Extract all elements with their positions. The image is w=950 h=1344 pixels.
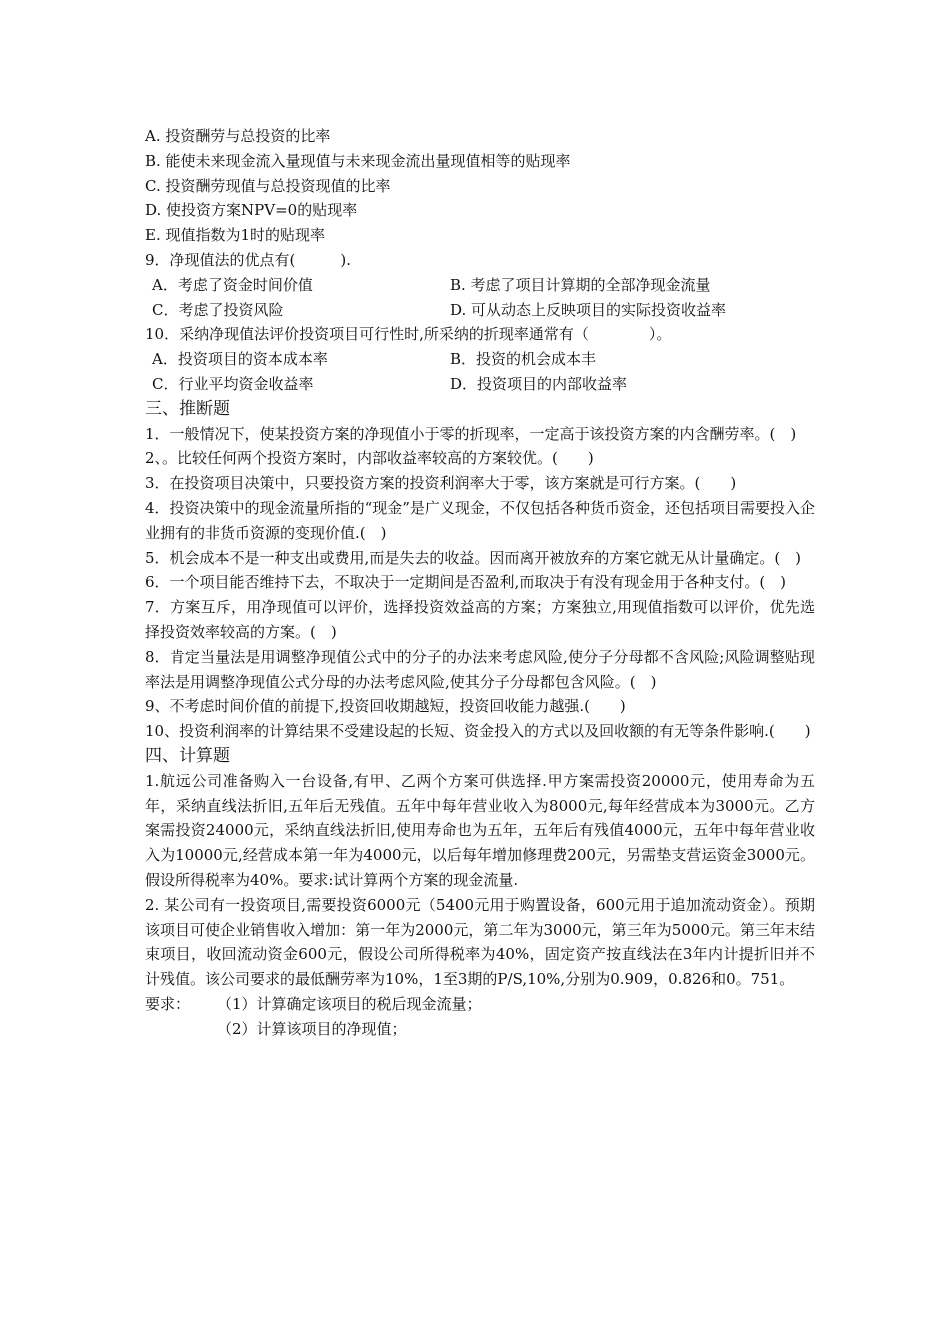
- judgement-item-1: 1．一般情况下，使某投资方案的净现值小于零的折现率，一定高于该投资方案的内含酬劳率。( ): [145, 424, 797, 443]
- judgement-item-6: 6．一个项目能否维持下去，不取决于一定期间是否盈利,而取决于有没有现金用于各种支付。( ): [145, 573, 787, 592]
- section-4-title: 四、计算题: [145, 745, 230, 766]
- option-c: C. 投资酬劳现值与总投资现值的比率: [145, 176, 391, 195]
- judgement-item-7: 7．方案互斥，用净现值可以评价，选择投资效益高的方案；方案独立,用现值指数可以评价，优先选择投资效率较高的方案。( ): [145, 598, 815, 641]
- judgement-item-10: 10、投资利润率的计算结果不受建设起的长短、资金投入的方式以及回收额的有无等条件影响.( ): [145, 722, 811, 741]
- option-e: E. 现值指数为1时的贴现率: [145, 226, 326, 245]
- section-3-title: 三、推断题: [145, 398, 230, 419]
- question-9-option-d: D. 可从动态上反映项目的实际投资收益率: [450, 300, 727, 319]
- judgement-item-2: 2、。比较任何两个投资方案时，内部收益率较高的方案较优。( ): [145, 449, 594, 468]
- option-a: A. 投资酬劳与总投资的比率: [145, 127, 331, 145]
- question-10-option-d: D．投资项目的内部收益率: [450, 374, 628, 393]
- requirement-label: 要求：: [145, 994, 191, 1013]
- requirement-1: （1）计算确定该项目的税后现金流量；: [217, 994, 482, 1013]
- judgement-item-8: 8．肯定当量法是用调整净现值公式中的分子的办法来考虑风险,使分子分母都不含风险;风险调整贴现率法是用调整净现值公式分母的办法考虑风险,使其分子分母都包含风险。( ): [145, 647, 815, 691]
- calc-problem-1: 1.航远公司准备购入一台设备,有甲、乙两个方案可供选择.甲方案需投资20000元，使用寿命为五年，采纳直线法折旧,五年后无残值。五年中每年营业收入为8000元,每年经营成本为3000元。乙方案需投资24000元，采纳直线法折旧,使用寿命也为五年，五年后有残值4000元，五年中每年营业收入为10000元,经营成本第一年为4000元，以后每年增加修理费200元，另需垫支营运资金3000元。假设所得税率为40%。要求:试计算两个方案的现金流量.: [145, 771, 815, 889]
- requirement-2: （2）计算该项目的净现值；: [217, 1019, 407, 1038]
- question-10-option-a: A．投资项目的资本成本率: [152, 350, 328, 369]
- question-10-option-b: B．投资的机会成本丰: [450, 350, 597, 369]
- question-9-option-b: B. 考虑了项目计算期的全部净现金流量: [450, 275, 711, 294]
- judgement-item-3: 3．在投资项目决策中，只要投资方案的投资利润率大于零，该方案就是可行方案。( ): [145, 474, 737, 493]
- calc-problem-2: 2. 某公司有一投资项目,需要投资6000元（5400元用于购置设备，600元用于追加流动资金）。预期该项目可使企业销售收入增加：第一年为2000元，第二年为3000元，第三年为5000元。第三年末结束项目，收回流动资金600元，假设公司所得税率为40%，固定资产按直线法在3年内计提折旧并不计残值。该公司要求的最低酬劳率为10%，1至3期的P/S,10%,分别为0.909，0.826和0。751。: [145, 895, 815, 989]
- judgement-item-4: 4．投资决策中的现金流量所指的“现金”是广义现金，不仅包括各种货币资金，还包括项目需要投入企业拥有的非货币资源的变现价值.( ): [145, 498, 815, 542]
- question-10-option-c: C．行业平均资金收益率: [152, 374, 314, 393]
- question-9-options-row-2: [145, 298, 815, 323]
- judgement-item-5: 5．机会成本不是一种支出或费用,而是失去的收益。因而离开被放弃的方案它就无从计量确定。( ): [145, 548, 802, 567]
- requirement-line-1: [145, 992, 815, 1017]
- question-10-options-row-2: [145, 372, 815, 397]
- option-d: D. 使投资方案NPV=0的贴现率: [145, 201, 358, 220]
- judgement-item-9: 9、不考虑时间价值的前提下,投资回收期越短，投资回收能力越强.( ): [145, 697, 626, 716]
- question-10-stem: 10．采纳净现值法评价投资项目可行性时,所采纳的折现率通常有（ ）。: [145, 325, 672, 344]
- question-10-options-row-1: [145, 347, 815, 372]
- question-9-option-a: A．考虑了资金时间价值: [152, 275, 313, 294]
- question-9-options-row-1: [145, 273, 815, 298]
- option-b: B. 能使未来现金流入量现值与未来现金流出量现值相等的贴现率: [145, 151, 571, 170]
- question-9-stem: 9．净现值法的优点有( ).: [145, 250, 352, 269]
- question-9-option-c: C．考虑了投资风险: [152, 300, 284, 319]
- document-body: [145, 124, 815, 1041]
